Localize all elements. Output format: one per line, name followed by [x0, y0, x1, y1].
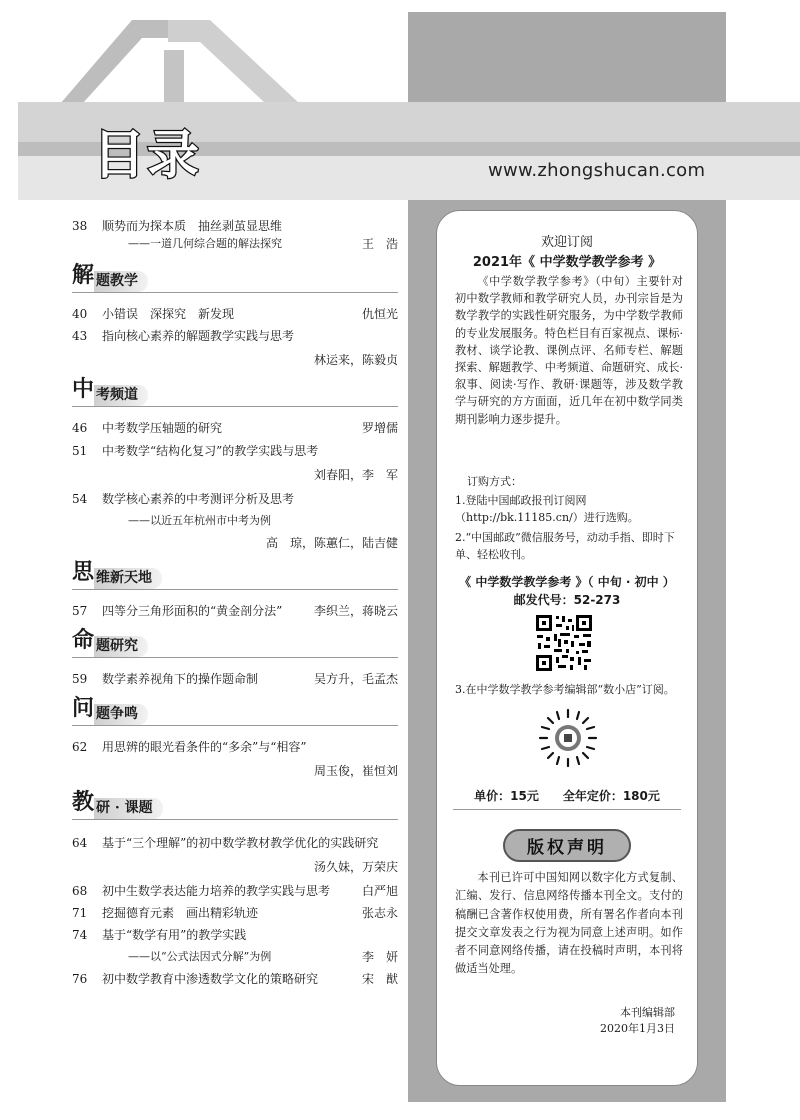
- toc-entry[interactable]: [72, 603, 398, 621]
- article-author: 林运来，陈毅贞: [313, 353, 398, 367]
- article-author: 李织兰，蒋晓云: [313, 604, 398, 618]
- section-header-wenti: [72, 695, 398, 729]
- article-title: 四等分三角形面积的“黄金剖分法”: [102, 604, 283, 618]
- toc-entry[interactable]: [72, 671, 398, 689]
- section-name: 考频道: [94, 385, 148, 406]
- section-name: 题研究: [94, 636, 148, 657]
- toc-entry[interactable]: [72, 306, 398, 324]
- website-link[interactable]: www.zhongshucan.com: [488, 160, 706, 181]
- toc-authline: [72, 352, 398, 370]
- article-author: 周玉俊，崔恒刘: [313, 764, 398, 778]
- toc-subline: [72, 949, 398, 967]
- article-author: 罗增儒: [361, 421, 398, 435]
- section-rule: [72, 292, 398, 293]
- section-initial: 解: [72, 262, 95, 288]
- page-number: 64: [72, 836, 88, 850]
- toc-authline: [72, 763, 398, 781]
- mini-program-code-icon[interactable]: [537, 707, 599, 769]
- toc-entry[interactable]: [72, 927, 398, 945]
- article-author: 王 浩: [361, 237, 398, 251]
- article-title: 指向核心素养的解题教学实践与思考: [102, 329, 295, 343]
- section-name: 题争鸣: [94, 704, 148, 725]
- article-title: 数学素养视角下的操作题命制: [102, 672, 259, 686]
- page-number: 46: [72, 421, 88, 435]
- article-title: 挖掘德育元素 画出精彩轨迹: [102, 906, 259, 920]
- section-initial: 问: [72, 695, 95, 721]
- article-title: 基于“数学有用”的教学实践: [102, 928, 247, 942]
- order-method-label: 订购方式：: [467, 475, 522, 488]
- price-info: 单价：15元 全年定价：180元: [474, 789, 660, 803]
- editor-signature: 本刊编辑部: [620, 1006, 675, 1019]
- article-subtitle: ——以“公式法因式分解”为例: [128, 950, 272, 963]
- toc-entry[interactable]: [72, 739, 398, 757]
- article-title: 顺势而为探本质 抽丝剥茧显思维: [102, 219, 283, 233]
- postal-code: 邮发代号：52-273: [513, 593, 621, 607]
- toc-entry[interactable]: [72, 971, 398, 989]
- toc-entry[interactable]: [72, 328, 398, 346]
- section-initial: 思: [72, 559, 95, 585]
- section-name: 维新天地: [94, 568, 162, 589]
- article-author: 张志永: [361, 906, 398, 920]
- journal-intro: 《中学数学教学参考》（中旬）主要针对初中数学教师和教学研究人员，办刊宗旨是为数学教学的实践性研究服务，为中学数学教师的专业发展服务。特色栏目有百家视点、课标·教材、谈学论教、课例点评、名师专栏、解题探索、解题教学、中考频道、命题研究、成长·叙事、阅读·写作、教研·课题等，涉及数学教学与研究的方方面面，近几年在初中数学同类期刊影响力逐步提升。: [455, 275, 683, 426]
- article-author: 李 妍: [361, 950, 398, 964]
- article-title: 基于“三个理解”的初中数学教材教学优化的实践研究: [102, 836, 379, 850]
- order-option-1-link[interactable]: （http://bk.11185.cn/）进行选购。: [455, 511, 639, 524]
- section-rule: [72, 589, 398, 590]
- section-name: 题教学: [94, 271, 148, 292]
- toc-authline: [72, 535, 398, 553]
- page-number: 62: [72, 740, 88, 754]
- section-header-jiaoyan: [72, 789, 398, 823]
- page-number: 38: [72, 219, 88, 233]
- article-title: 中考数学“结构化复习”的教学实践与思考: [102, 444, 319, 458]
- page-number: 40: [72, 307, 88, 321]
- section-rule: [72, 819, 398, 820]
- toc-entry[interactable]: [72, 905, 398, 923]
- page-number: 54: [72, 492, 88, 506]
- page-number: 51: [72, 444, 88, 458]
- page-number: 74: [72, 928, 88, 942]
- qr-code-icon[interactable]: [534, 613, 594, 673]
- order-option-3: 3.在中学数学教学参考编辑部“数小店”订阅。: [455, 683, 675, 696]
- toc-entry[interactable]: [72, 443, 398, 461]
- roof-decoration: [60, 20, 300, 104]
- article-title: 用思辨的眼光看条件的“多余”与“相容”: [102, 740, 307, 754]
- toc-entry[interactable]: [72, 420, 398, 438]
- section-header-zhongkao: [72, 376, 398, 410]
- section-initial: 命: [72, 627, 95, 653]
- article-title: 初中数学教育中渗透数学文化的策略研究: [102, 972, 319, 986]
- article-author: 白严旭: [361, 884, 398, 898]
- order-option-1-line1: 1.登陆中国邮政报刊订阅网: [455, 494, 587, 507]
- article-author: 汤久妹，万荣庆: [313, 860, 398, 874]
- section-rule: [72, 657, 398, 658]
- page-number: 71: [72, 906, 88, 920]
- section-initial: 中: [72, 376, 95, 402]
- toc-entry[interactable]: [72, 218, 398, 236]
- copyright-body: 本刊已许可中国知网以数字化方式复制、汇编、发行、信息网络传播本刊全文。支付的稿酬已含著作权使用费，所有署名作者向本刊提交文章发表之行为视为同意上述声明。如作者不同意网络传播，请在投稿时声明，本刊将做适当处理。: [455, 871, 683, 976]
- welcome-heading: 欢迎订阅: [540, 235, 593, 250]
- subscription-card: [436, 210, 698, 1086]
- table-of-contents: [72, 218, 398, 989]
- toc-entry[interactable]: [72, 835, 398, 853]
- article-subtitle: ——一道几何综合题的解法探究: [128, 237, 282, 250]
- page-number: 59: [72, 672, 88, 686]
- toc-entry[interactable]: [72, 491, 398, 509]
- article-author: 仇恒光: [361, 307, 398, 321]
- toc-subline: [72, 236, 398, 254]
- toc-subline: [72, 513, 398, 531]
- journal-edition-heading: 《 中学数学教学参考 》（ 中旬 · 初中 ）: [459, 575, 675, 589]
- article-subtitle: ——以近五年杭州市中考为例: [128, 514, 271, 527]
- article-title: 初中生数学表达能力培养的教学实践与思考: [102, 884, 331, 898]
- journal-heading: 2021年《 中学数学教学参考 》: [472, 255, 662, 270]
- copyright-banner: 版权声明: [503, 829, 631, 862]
- signature-block: [600, 1005, 675, 1037]
- section-initial: 教: [72, 789, 95, 815]
- section-header-mingti: [72, 627, 398, 661]
- article-author: 宋 猷: [361, 972, 398, 986]
- toc-authline: [72, 859, 398, 877]
- page-number: 68: [72, 884, 88, 898]
- toc-authline: [72, 467, 398, 485]
- card-divider: [453, 809, 681, 810]
- article-title: 小错误 深探究 新发现: [102, 307, 235, 321]
- toc-entry[interactable]: [72, 883, 398, 901]
- section-rule: [72, 725, 398, 726]
- article-title: 中考数学压轴题的研究: [102, 421, 223, 435]
- section-rule: [72, 406, 398, 407]
- section-name: 研 · 课题: [94, 798, 163, 819]
- order-option-2: 2.“中国邮政”微信服务号，动动手指、即时下单、轻松收刊。: [455, 531, 675, 561]
- page-number: 43: [72, 329, 88, 343]
- page-number: 57: [72, 604, 88, 618]
- order-option-1: [455, 492, 687, 526]
- article-title: 数学核心素养的中考测评分析及思考: [102, 492, 295, 506]
- page-number: 76: [72, 972, 88, 986]
- article-author: 吴方升，毛孟杰: [313, 672, 398, 686]
- copyright-banner-wrap: [437, 829, 697, 862]
- article-author: 高 琼，陈蕙仁，陆吉健: [265, 536, 398, 550]
- section-header-siwei: [72, 559, 398, 593]
- signature-date: 2020年1月3日: [600, 1022, 675, 1035]
- article-author: 刘春阳，李 军: [313, 468, 398, 482]
- section-header-jieti: [72, 262, 398, 296]
- page-title: 目录: [93, 126, 202, 186]
